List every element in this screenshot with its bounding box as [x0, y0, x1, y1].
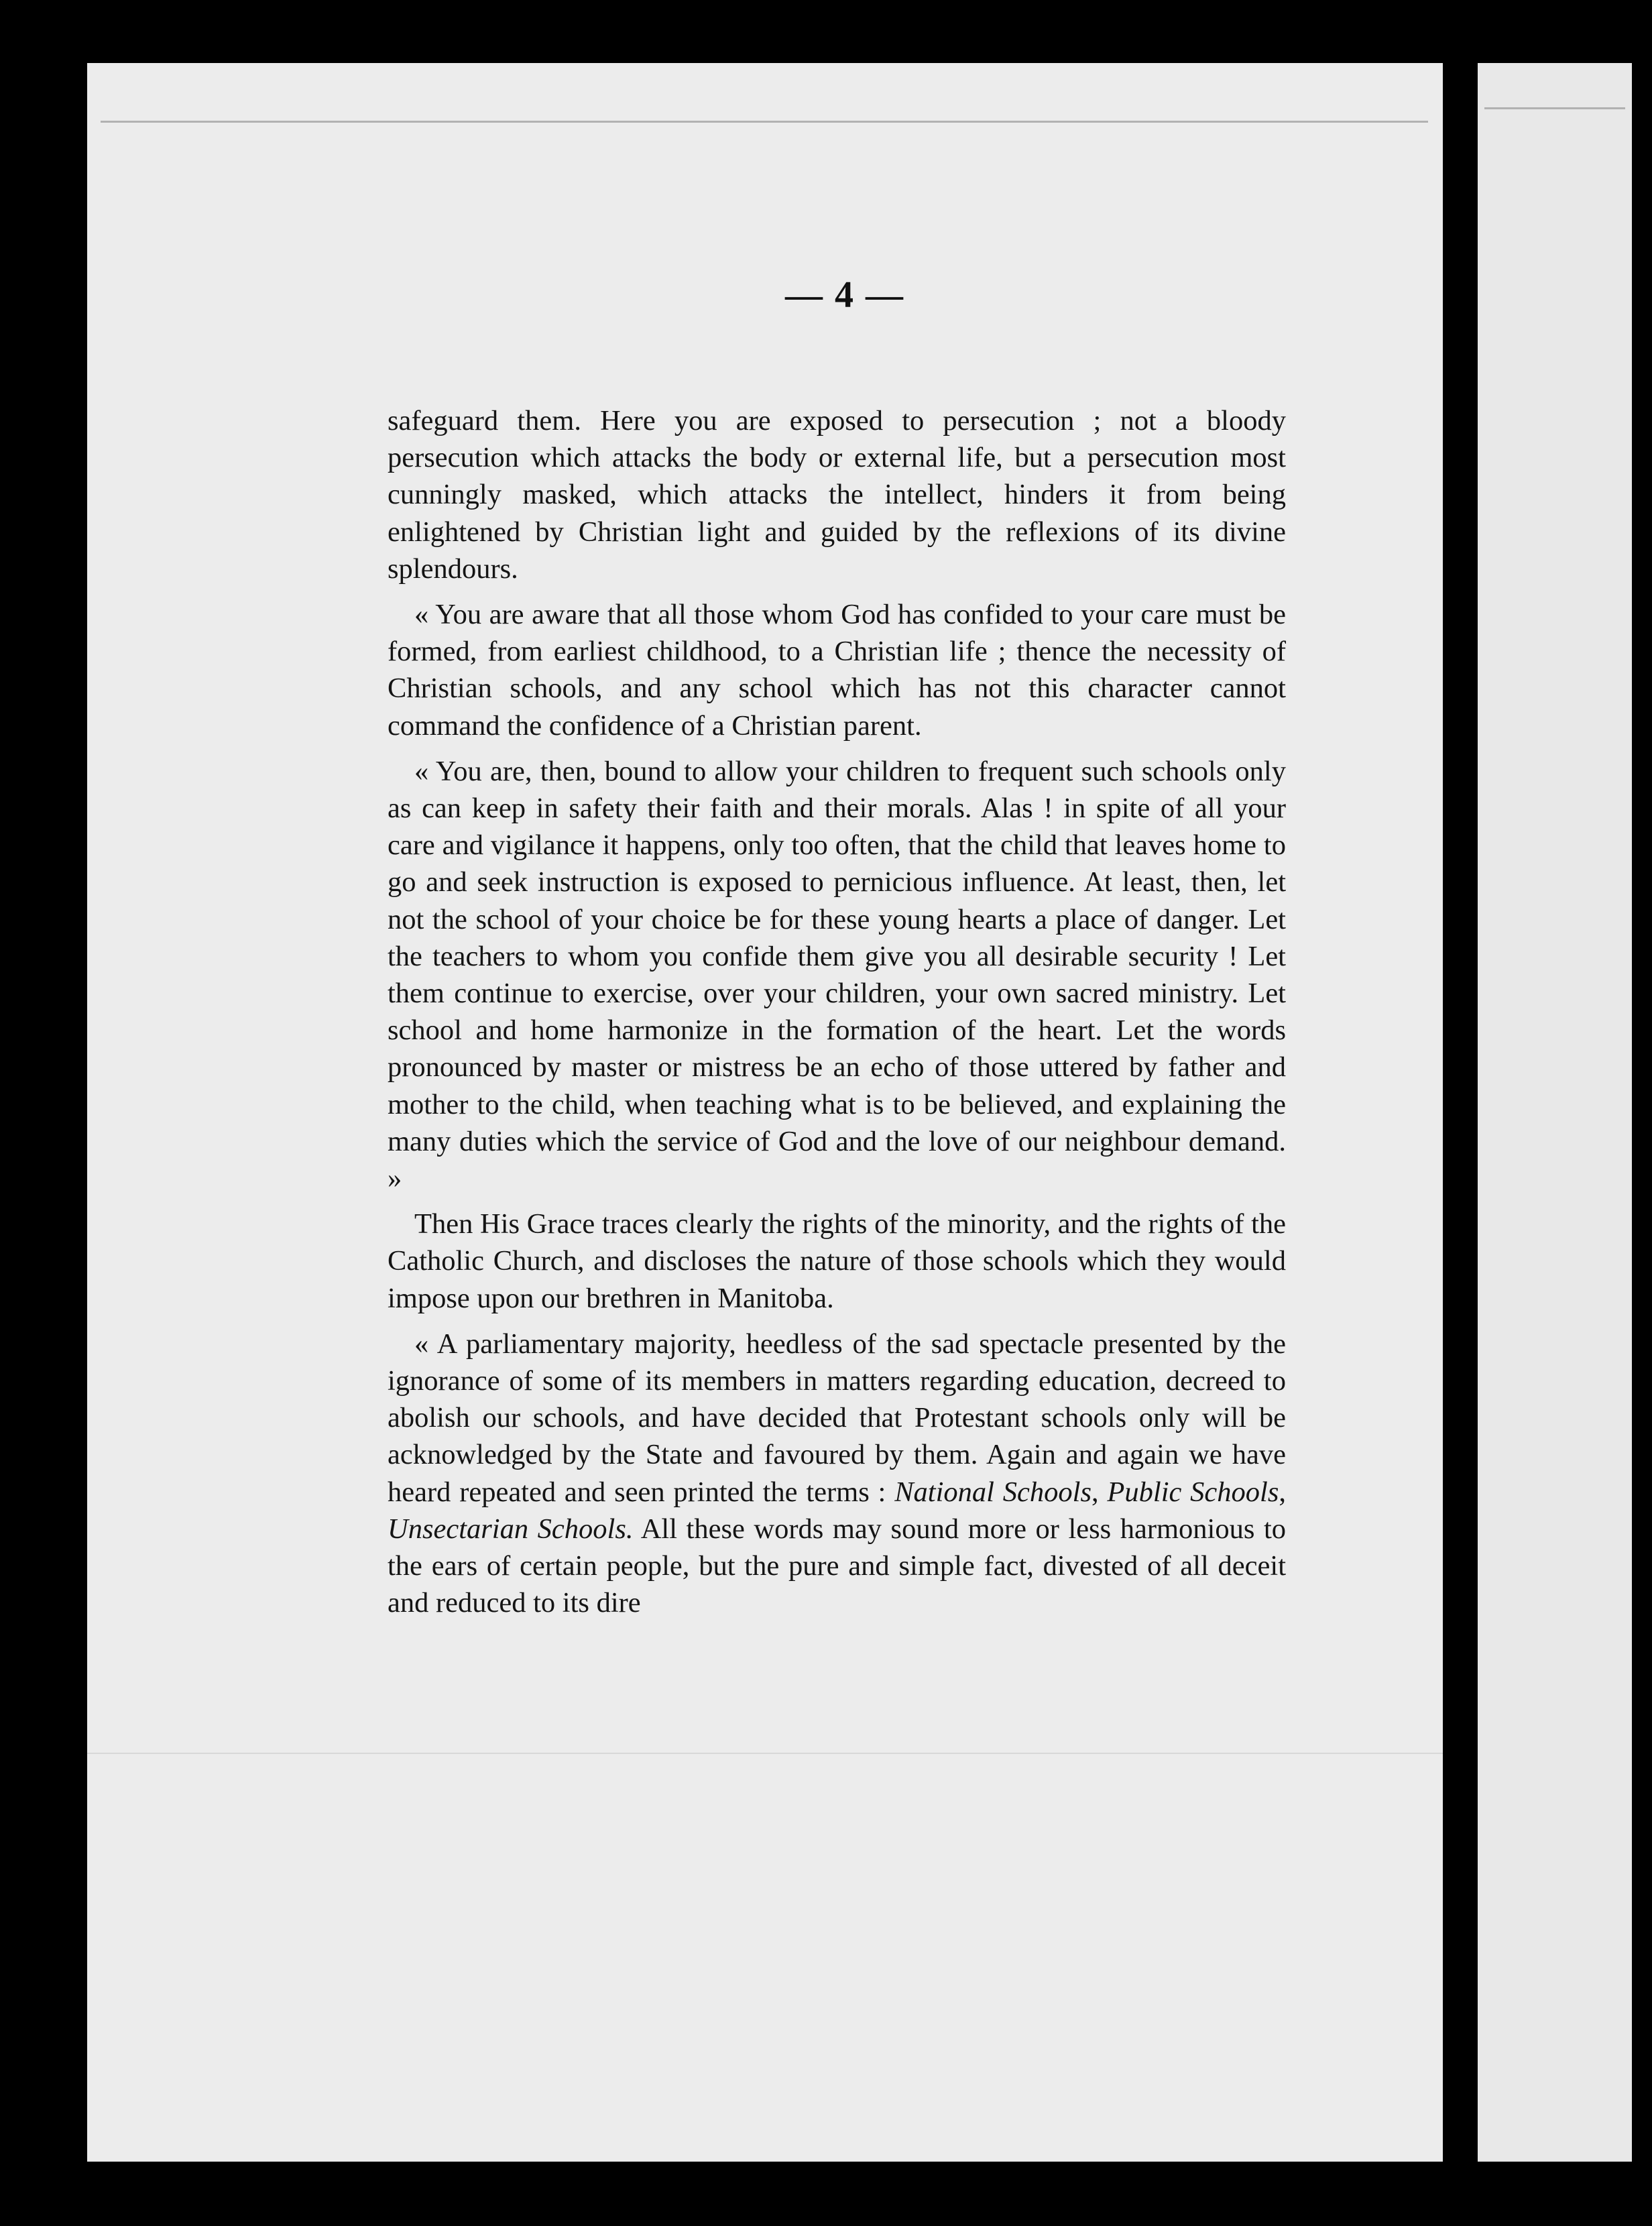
- paragraph-5-sep-1: ,: [1091, 1476, 1108, 1508]
- paragraph-4: Then His Grace traces clearly the rights of the minority, and the rights of the Catholic Church, and discloses the nature of those schools which they would impose upon our brethren in Manitoba.: [388, 1208, 1286, 1314]
- paragraph-5: [388, 1326, 1286, 1622]
- term-unsectarian-schools: Unsectarian Schools.: [388, 1513, 634, 1545]
- paragraph-5-text-before: « A parliamentary majority, heedless of the sad spectacle presented by the ignorance of some of its members in matters regarding education, decreed to abolish our schools, and have decided that Protestant schools only will be acknowledged by the State and favoured by them. Again and again we have heard repeated and seen printed the terms :: [388, 1328, 1286, 1508]
- term-public-schools: Public Schools: [1107, 1476, 1279, 1508]
- adjacent-top-rule: [1484, 107, 1625, 109]
- paragraph-1: safeguard them. Here you are exposed to persecution ; not a bloody persecution which attacks the body or external life, but a persecution most cunningly masked, which attacks the intellect, hinders it from being enlightened by Christian light and guided by the reflexions of its divine splendours.: [388, 405, 1286, 585]
- page-number: — 4 —: [785, 274, 904, 316]
- paragraph-5-sep-2: ,: [1279, 1476, 1287, 1508]
- paragraph-3: « You are, then, bound to allow your children to frequent such schools only as can keep in safety their faith and their morals. Alas ! in spite of all your care and vigilance it happens, only too often, that the child that leaves home to go and seek instruction is exposed to pernicious influence. At least, then, let not the school of your choice be for these young hearts a place of danger. Let the teachers to whom you confide them give you all desirable security ! Let them continue to exercise, over your children, your own sacred ministry. Let school and home harmonize in the formation of the heart. Let the words pronounced by master or mistress be an echo of those uttered by father and mother to the child, when teaching what is to be believed, and explaining the many duties which the service of God and the love of our neighbour demand. »: [388, 755, 1286, 1195]
- body-text: [388, 402, 1286, 1622]
- top-rule: [101, 121, 1428, 123]
- paragraph-5-text-after: All these words may sound more or less harmonious to the ears of certain people, but the pure and simple fact, divested of all deceit and reduced to its dire: [388, 1513, 1287, 1619]
- adjacent-page-edge: [1478, 63, 1632, 2162]
- term-national-schools: National Schools: [894, 1476, 1092, 1508]
- paragraph-2: « You are aware that all those whom God has confided to your care must be formed, from earliest childhood, to a Christian life ; thence the necessity of Christian schools, and any school which has not this character cannot command the confidence of a Christian parent.: [388, 599, 1286, 742]
- bottom-rule: [87, 1753, 1443, 1754]
